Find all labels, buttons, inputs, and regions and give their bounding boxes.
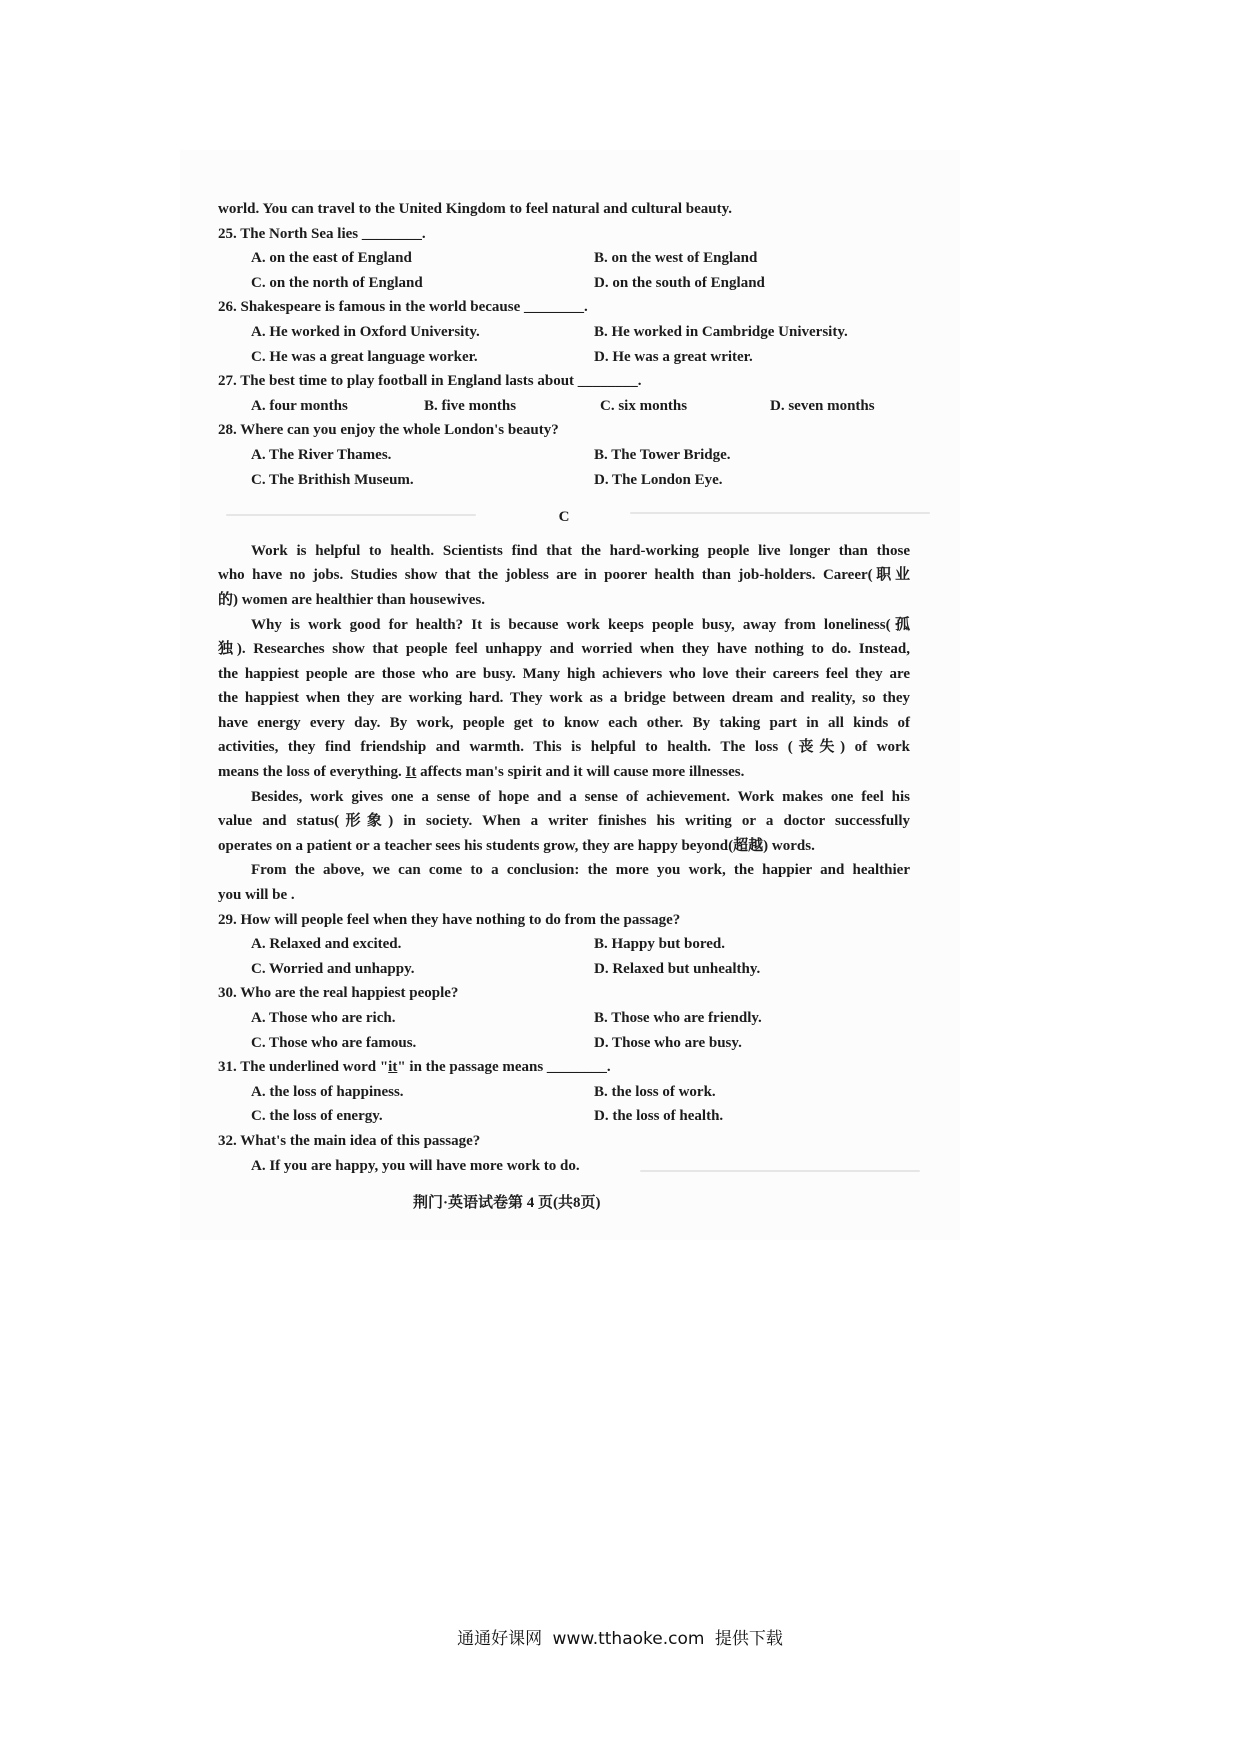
question-25-stem: 25. The North Sea lies ________. [218,225,426,242]
question-text: " in the passage means ________. [397,1059,611,1076]
passage-text: affects man's spirit and it will cause more illnesses. [416,764,745,781]
passage-line: value and status(形象) in society. When a writer finishes his writing or a doctor successfully [218,813,910,830]
passage-line: you will be . [218,887,295,904]
option-a: A. Those who are rich. [251,1010,396,1026]
question-25-options-row [218,271,910,296]
option-b: B. the loss of work. [594,1083,716,1100]
intro-line: world. You can travel to the United Kingdom to feel natural and cultural beauty. [218,201,733,217]
passage-line: From the above, we can come to a conclusion: the more you work, the happier and healthier [251,862,910,879]
section-heading-c: C [558,509,570,526]
option-c: C. on the north of England [251,274,423,291]
passage-line: the happiest when they are working hard. They work as a bridge between dream and reality, so they [218,690,910,707]
option-d: D. on the south of England [594,274,765,291]
question-31-options-row [218,1104,910,1129]
option-c: C. Worried and unhappy. [251,960,415,977]
download-watermark: 通通好课网 www.tthaoke.com 提供下载 [457,1629,783,1649]
option-d: D. the loss of health. [594,1108,724,1125]
option-b: B. He worked in Cambridge University. [594,323,848,340]
passage-line: Besides, work gives one a sense of hope and a sense of achievement. Work makes one feel his [251,788,910,805]
option-c: C. Those who are famous. [251,1034,417,1051]
option-d: D. The London Eye. [594,471,723,488]
option-b: B. The Tower Bridge. [594,446,731,463]
passage-line: have energy every day. By work, people get to know each other. By taking part in all kinds of [218,714,910,731]
option-a: A. The River Thames. [251,446,392,463]
option-a: A. the loss of happiness. [251,1083,404,1100]
option-a: A. on the east of England [251,250,412,267]
option-d: D. Relaxed but unhealthy. [594,960,761,977]
passage-line: Why is work good for health? It is because work keeps people busy, away from loneliness(孤 [251,616,910,633]
passage-line: 的) women are healthier than housewives. [218,591,485,608]
passage-line: who have no jobs. Studies show that the jobless are in poorer health than job-holders. Career(职业 [218,567,910,584]
option-a: A. If you are happy, you will have more work to do. [251,1157,580,1174]
option-c: C. six months [600,397,688,414]
option-d: D. seven months [770,397,875,414]
passage-line: 独). Researches show that people feel unhappy and worried when they have nothing to do. Instead, [218,641,910,658]
passage-line: activities, they find friendship and warmth. This is helpful to health. The loss (丧失) of work [218,739,910,756]
question-26-options-row [218,320,910,345]
question-32-options-row [218,1154,910,1179]
page-footer: 荆门·英语试卷第 4 页(共8页) [413,1195,601,1212]
passage-line: Work is helpful to health. Scientists find that the hard-working people live longer than those [251,542,910,559]
question-28-options-row [218,443,910,468]
option-b: B. Those who are friendly. [594,1010,762,1026]
passage-text: means the loss of everything. [218,764,406,781]
option-b: B. on the west of England [594,250,758,267]
passage-line: the happiest people are those who are busy. Many high achievers who love their careers feel they are [218,665,910,682]
question-26-stem: 26. Shakespeare is famous in the world because ________. [218,299,588,316]
option-d: D. Those who are busy. [594,1034,742,1051]
option-d: D. He was a great writer. [594,348,753,365]
question-27-stem: 27. The best time to play football in England lasts about ________. [218,373,642,390]
option-c: C. He was a great language worker. [251,348,478,365]
option-a: A. He worked in Oxford University. [251,323,480,340]
passage-line: operates on a patient or a teacher sees his students grow, they are happy beyond(超越) words. [218,837,815,854]
exam-page-content [218,197,910,1216]
question-26-options-row [218,345,910,370]
option-b: B. five months [424,397,517,414]
underlined-word-it: It [405,764,417,781]
option-a: A. four months [251,397,348,414]
option-c: C. The Brithish Museum. [251,471,414,488]
question-29-stem: 29. How will people feel when they have nothing to do from the passage? [218,911,681,928]
passage-line [218,760,910,785]
question-30-stem: 30. Who are the real happiest people? [218,985,459,1002]
question-30-options-row [218,1031,910,1056]
option-c: C. the loss of energy. [251,1108,383,1125]
question-32-stem: 32. What's the main idea of this passage? [218,1132,481,1149]
question-28-options-row [218,468,910,493]
option-a: A. Relaxed and excited. [251,936,402,953]
question-29-options-row [218,957,910,982]
question-30-options-row [218,1006,910,1031]
underlined-word-it: it [388,1059,398,1076]
option-b: B. Happy but bored. [594,936,726,953]
question-text: 31. The underlined word " [218,1059,389,1076]
question-25-options-row [218,246,910,271]
question-31-stem [218,1055,910,1080]
question-31-options-row [218,1080,910,1105]
question-29-options-row [218,932,910,957]
question-28-stem: 28. Where can you enjoy the whole London's beauty? [218,422,559,439]
question-27-options-row [218,394,910,419]
